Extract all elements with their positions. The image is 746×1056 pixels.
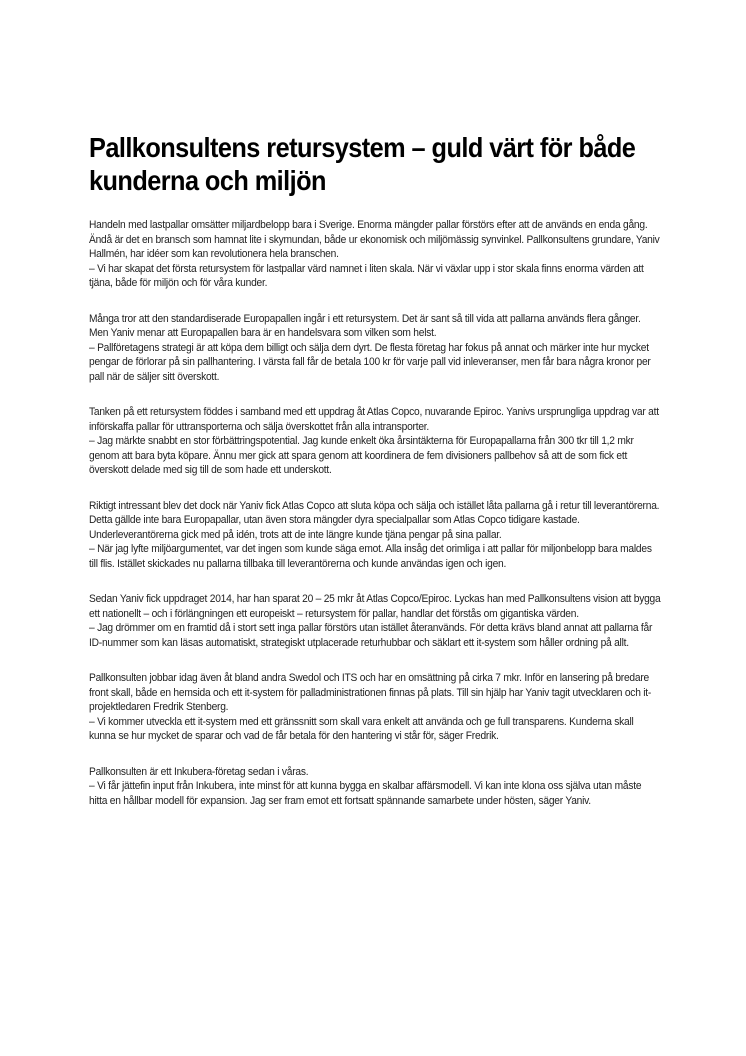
- paragraph-line: – Vi har skapat det första retursystem för lastpallar värd namnet i liten skala. När vi växlar upp i stor skala finns enorma värden att tjäna, både för miljön och för våra kunder.: [89, 262, 644, 289]
- paragraph-retur: [89, 499, 661, 572]
- paragraph-line: – Jag märkte snabbt en stor förbättringspotential. Jag kunde enkelt öka årsintäkterna för Europapallarna från 300 tkr till 1,2 mkr genom att bara byta köpare. Ännu mer gick att spara genom att koordinera de fem divisioners pallbehov så att de som fick ett överskott delade med sig till de som hade ett underskott.: [89, 435, 634, 476]
- paragraph-line: – Vi kommer utveckla ett it-system med ett gränssnitt som skall vara enkelt att använda och ge full transparens. Kunderna skall kunna se hur mycket de sparar och vad de får betala för den hantering vi står för, säger Fredrik.: [89, 715, 634, 742]
- paragraph-europapallen: [89, 312, 661, 385]
- paragraph-vision: [89, 592, 661, 650]
- paragraph-line: – Jag drömmer om en framtid då i stort sett inga pallar förstörs utan istället återanvänds. För detta krävs bland annat att pallarna får ID-nummer som kan läsas automatiskt, strategiskt utplacerade returhubbar och säklart ett it-system som håller ordning på allt.: [89, 622, 653, 649]
- paragraph-it-system: [89, 671, 661, 744]
- paragraph-line: Handeln med lastpallar omsätter miljardbelopp bara i Sverige. Enorma mängder pallar förstörs efter att de används en enda gång. Ändå är det en bransch som hamnat lite i skymundan, både ur ekonomisk och miljömässig synvinkel. Pallkonsultens grundare, Yaniv Hallmén, har idéer som kan revolutionera hela branschen.: [89, 219, 660, 260]
- paragraph-line: – Pallföretagens strategi är att köpa dem billigt och sälja dem dyrt. De flesta företag har fokus på annat och märker inte hur mycket pengar de förlorar på sin pallhantering. I värsta fall får de betala 100 kr för varje pall vid inleveranser, men får bara några kronor per pall när de säljer sitt överskott.: [89, 341, 651, 383]
- paragraph-line: – Vi får jättefin input från Inkubera, inte minst för att kunna bygga en skalbar affärsmodell. Vi kan inte klona oss själva utan måste hitta en hållbar modell för expansion. Jag ser fram emot ett fortsatt spännande samarbete under hösten, säger Yaniv.: [89, 780, 642, 807]
- article-title: Pallkonsultens retursystem – guld värt för både kunderna och miljön: [89, 132, 636, 196]
- paragraph-line: Sedan Yaniv fick uppdraget 2014, har han sparat 20 – 25 mkr åt Atlas Copco/Epiroc. Lyckas han med Pallkonsultens vision att bygga ett nationellt – och i förlängningen ett europeiskt – retursystem för pallar, handlar det förstås om gigantiska värden.: [89, 593, 661, 620]
- paragraph-line: – När jag lyfte miljöargumentet, var det ingen som kunde säga emot. Alla insåg det orimliga i att pallar för miljonbelopp bara maldes till flis. Istället skickades nu pallarna tillbaka till leverantörerna och kunde användas igen och igen.: [89, 543, 652, 570]
- paragraph-inkubera: [89, 765, 661, 809]
- paragraph-line: Pallkonsulten är ett Inkubera-företag sedan i våras.: [89, 765, 309, 778]
- paragraph-line: Tanken på ett retursystem föddes i samband med ett uppdrag åt Atlas Copco, nuvarande Epiroc. Yanivs ursprungliga uppdrag var att införskaffa pallar för uttransporterna och sälja överskottet från alla intransporter.: [89, 406, 659, 433]
- paragraph-line: Riktigt intressant blev det dock när Yaniv fick Atlas Copco att sluta köpa och sälja och istället låta pallarna gå i retur till leverantörerna. Detta gällde inte bara Europapallar, utan även stora mängder dyra specialpallar som Atlas Copco tidigare kastade. Underleverantörerna gick med på idén, trots att de inte längre kunde tjäna pengar på sina pallar.: [89, 499, 660, 541]
- paragraph-line: Många tror att den standardiserade Europapallen ingår i ett retursystem. Det är sant så till vida att pallarna används flera gånger. Men Yaniv menar att Europapallen bara är en handelsvara som vilken som helst.: [89, 312, 641, 339]
- paragraph-atlas-copco: [89, 405, 661, 478]
- paragraph-line: Pallkonsulten jobbar idag även åt bland andra Swedol och ITS och har en omsättning på cirka 7 mkr. Inför en lansering på bredare front skall, både en hemsida och ett it-system för palladministrationen finnas på plats. Till sin hjälp har Yaniv tagit utvecklaren och it-projektledaren Fredrik Stenberg.: [89, 672, 652, 713]
- document-page: [89, 131, 661, 829]
- paragraph-intro: [89, 218, 661, 291]
